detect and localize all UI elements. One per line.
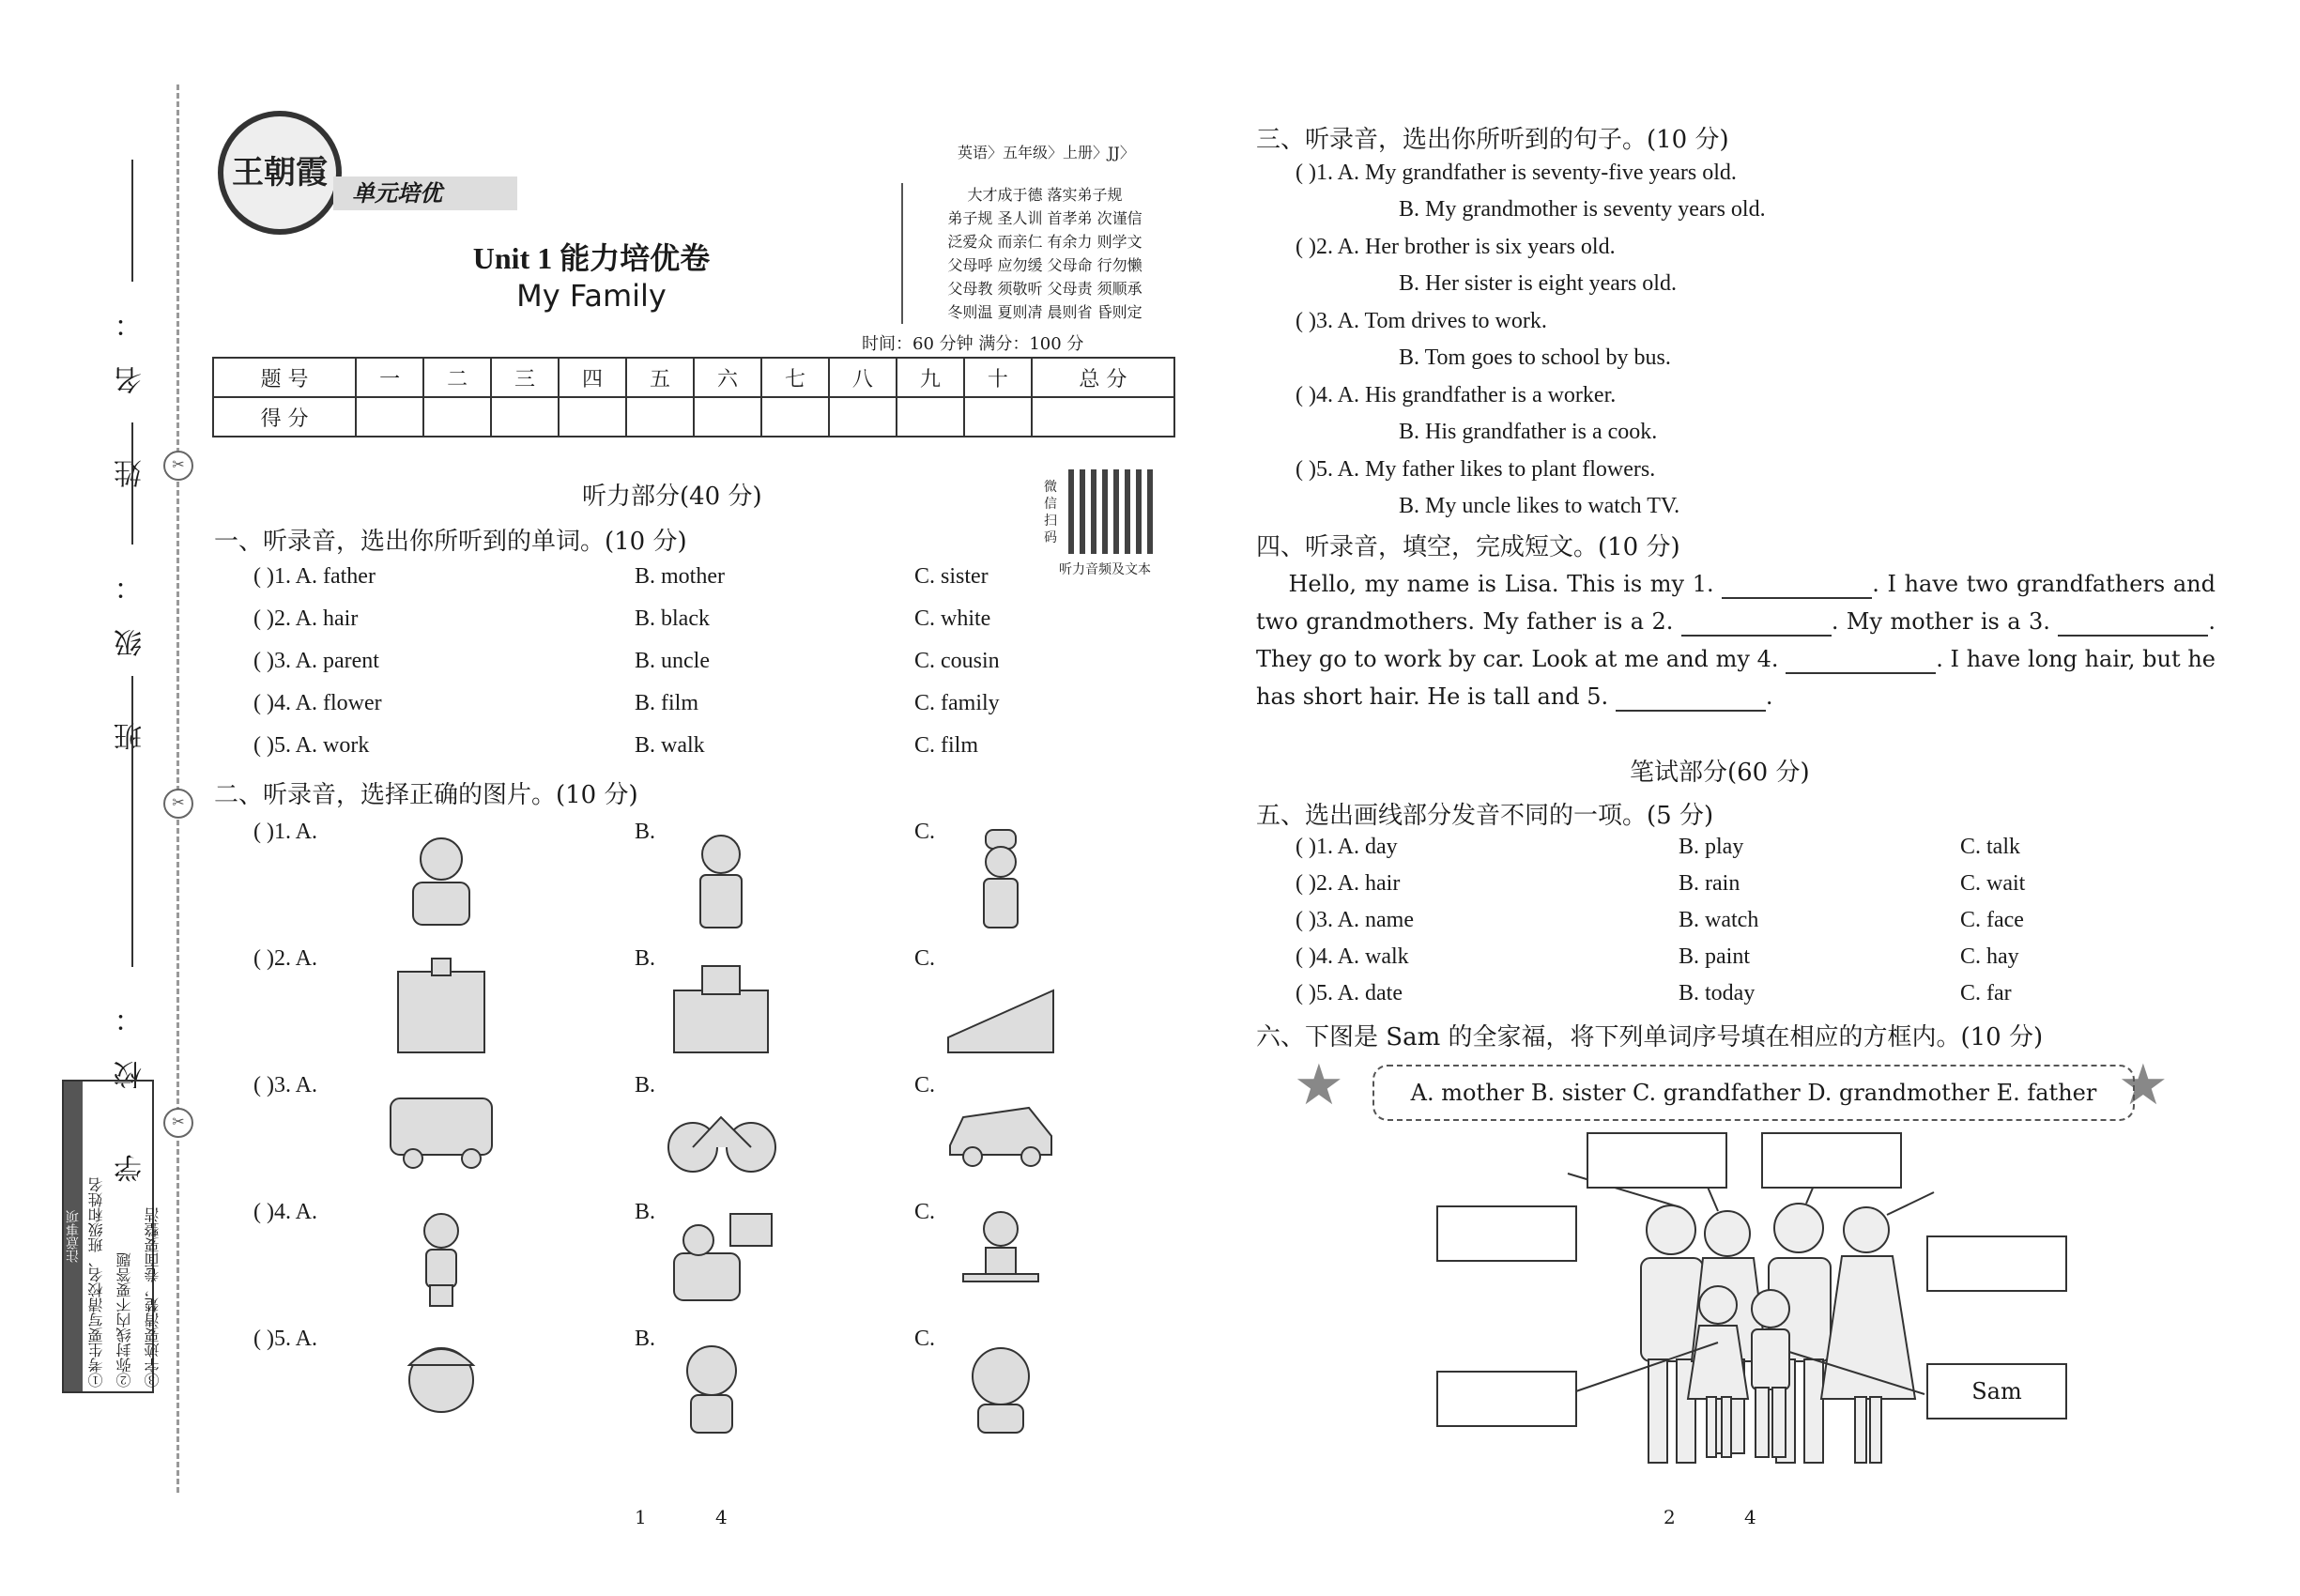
score-cell: 三 bbox=[491, 358, 559, 397]
sec2-option-c[interactable]: C. bbox=[914, 946, 936, 971]
logo-text: 王朝霞 bbox=[232, 154, 328, 192]
page-number: 1 bbox=[635, 1506, 647, 1528]
bike-picture bbox=[665, 1080, 777, 1183]
sec5-option-b[interactable]: B. play bbox=[1679, 835, 1744, 859]
class-line bbox=[131, 422, 133, 545]
notice-line: ②弥封线内不要答题 bbox=[115, 1252, 133, 1388]
school-line bbox=[131, 676, 133, 967]
sec1-option-b[interactable]: B. walk bbox=[635, 733, 705, 758]
answer-box[interactable] bbox=[1926, 1235, 2067, 1292]
cloze-text: . They go to work by car. Look at me and my 4. bbox=[1256, 608, 2216, 672]
notice-box bbox=[62, 1080, 161, 1393]
sec1-option-a[interactable]: ( )4. A. flower bbox=[253, 691, 382, 715]
cloze-paragraph bbox=[1256, 565, 2216, 715]
score-cell: 五 bbox=[626, 358, 694, 397]
poem-line: 父母教 须敬听 父母责 须顺承 bbox=[947, 280, 1142, 298]
page-number: 2 bbox=[1664, 1506, 1676, 1528]
sec1-option-a[interactable]: ( )2. A. hair bbox=[253, 606, 359, 631]
writing-title: 笔试部分(60 分) bbox=[1630, 759, 1810, 787]
score-input[interactable] bbox=[559, 397, 626, 437]
boy-waving-picture bbox=[665, 1333, 777, 1436]
school-picture bbox=[665, 953, 777, 1056]
sec2-heading: 二、听录音，选择正确的图片。(10 分) bbox=[214, 781, 638, 809]
sec1-option-c[interactable]: C. film bbox=[914, 733, 979, 758]
motto-poem bbox=[901, 183, 1181, 324]
score-input[interactable] bbox=[694, 397, 761, 437]
sec1-option-b[interactable]: B. film bbox=[635, 691, 699, 715]
score-input[interactable] bbox=[356, 397, 423, 437]
score-label: 得 分 bbox=[213, 397, 356, 437]
blank-3[interactable] bbox=[2058, 610, 2208, 637]
notice-line: ③字迹要清楚，卷面要整洁 bbox=[144, 1207, 161, 1388]
notice-line: ①考生要写清校名、班级和姓名 bbox=[87, 1177, 105, 1388]
score-input[interactable] bbox=[964, 397, 1032, 437]
cook-picture bbox=[944, 826, 1057, 929]
sec5-option-c[interactable]: C. hay bbox=[1960, 944, 2019, 969]
score-cell: 十 bbox=[964, 358, 1032, 397]
blank-5[interactable] bbox=[1616, 685, 1766, 712]
sec5-option-b[interactable]: B. watch bbox=[1679, 908, 1759, 932]
sec5-option-a[interactable]: ( )4. A. walk bbox=[1296, 944, 1409, 969]
unit-title: Unit 1 能力培优卷 bbox=[472, 241, 711, 275]
score-input[interactable] bbox=[423, 397, 491, 437]
cloze-text: . bbox=[1765, 683, 1773, 710]
sec5-option-c[interactable]: C. talk bbox=[1960, 835, 2020, 859]
sec5-option-c[interactable]: C. face bbox=[1960, 908, 2024, 932]
scissor-icon: ✂ bbox=[163, 451, 193, 481]
sec3-option-a[interactable]: ( )2. A. Her brother is six years old. bbox=[1296, 235, 1616, 259]
star-icon: ★ bbox=[2118, 1052, 2169, 1118]
listening-title: 听力部分(40 分) bbox=[582, 483, 762, 511]
boy-curly-picture bbox=[944, 1333, 1057, 1436]
sec2-option-b[interactable]: B. bbox=[635, 946, 656, 971]
qr-code-icon[interactable] bbox=[1068, 469, 1153, 554]
father-figure bbox=[1641, 1205, 1703, 1463]
boy-cap-picture bbox=[385, 1333, 498, 1436]
sec5-option-b[interactable]: B. paint bbox=[1679, 944, 1750, 969]
score-input[interactable] bbox=[897, 397, 964, 437]
scissor-icon: ✂ bbox=[163, 789, 193, 819]
cloze-text: . I have two grandfathers and two grandmothers. My father is a 2. bbox=[1256, 571, 2216, 635]
sec5-option-a[interactable]: ( )3. A. name bbox=[1296, 908, 1414, 932]
car-picture bbox=[944, 1080, 1057, 1183]
bus-picture bbox=[385, 1080, 498, 1183]
sec1-option-a[interactable]: ( )1. A. father bbox=[253, 564, 376, 589]
girl-at-desk-picture bbox=[944, 1206, 1057, 1310]
sec3-option-a[interactable]: ( )5. A. My father likes to plant flowers. bbox=[1296, 457, 1656, 482]
answer-box[interactable] bbox=[1436, 1371, 1577, 1427]
sec5-option-c[interactable]: C. wait bbox=[1960, 871, 2026, 896]
score-cell: 六 bbox=[694, 358, 761, 397]
score-input[interactable] bbox=[1032, 397, 1174, 437]
sec4-heading: 四、听录音，填空，完成短文。(10 分) bbox=[1256, 533, 1680, 561]
sec3-option-a[interactable]: ( )1. A. My grandfather is seventy-five years old. bbox=[1296, 161, 1737, 185]
sec5-heading: 五、选出画线部分发音不同的一项。(5 分) bbox=[1256, 802, 1714, 830]
sec6-heading: 六、下图是 Sam 的全家福，将下列单词序号填在相应的方框内。(10 分) bbox=[1256, 1023, 2044, 1051]
doctor-picture bbox=[665, 826, 777, 929]
sam-figure bbox=[1752, 1290, 1789, 1457]
score-cell: 七 bbox=[761, 358, 829, 397]
sec2-option-c[interactable]: C. bbox=[914, 1327, 936, 1351]
sec3-option-b[interactable]: B. Tom goes to school by bus. bbox=[1399, 345, 1671, 370]
score-cell: 九 bbox=[897, 358, 964, 397]
page-number: 4 bbox=[715, 1506, 728, 1528]
notice-title: 注意事项 bbox=[64, 1082, 83, 1391]
name-line bbox=[131, 160, 133, 282]
sec2-option-c[interactable]: C. bbox=[914, 820, 936, 844]
cloze-text: . I have long hair, but he has short hair. He is tall and 5. bbox=[1256, 646, 2216, 710]
sec1-option-c[interactable]: C. family bbox=[914, 691, 1000, 715]
poem-line: 冬则温 夏则凊 晨则省 昏则定 bbox=[947, 303, 1142, 321]
school-label: 学 校： bbox=[115, 976, 147, 1183]
sec5-option-c[interactable]: C. far bbox=[1960, 981, 2012, 1005]
sec5-option-a[interactable]: ( )1. A. day bbox=[1296, 835, 1398, 859]
score-cell: 八 bbox=[829, 358, 897, 397]
hospital-picture bbox=[385, 953, 498, 1056]
poem-line: 父母呼 应勿缓 父母命 行勿懒 bbox=[947, 256, 1142, 274]
score-table bbox=[212, 357, 1175, 437]
score-input[interactable] bbox=[491, 397, 559, 437]
sec5-option-a[interactable]: ( )2. A. hair bbox=[1296, 871, 1401, 896]
sec3-option-b[interactable]: B. Her sister is eight years old. bbox=[1399, 271, 1677, 296]
cloze-text: Hello, my name is Lisa. This is my 1. bbox=[1288, 571, 1714, 597]
score-input[interactable] bbox=[626, 397, 694, 437]
name-label: 姓 名： bbox=[115, 282, 147, 488]
sec3-option-b[interactable]: B. My grandmother is seventy years old. bbox=[1399, 197, 1766, 222]
man-watching-tv-picture bbox=[665, 1206, 777, 1310]
qr-label: 微信扫码 bbox=[1044, 480, 1057, 545]
sec1-option-a[interactable]: ( )3. A. parent bbox=[253, 649, 379, 673]
sec3-option-a[interactable]: ( )3. A. Tom drives to work. bbox=[1296, 309, 1547, 333]
sec2-option-a[interactable]: ( )4. A. bbox=[253, 1200, 317, 1224]
unit-subtitle: My Family bbox=[516, 278, 667, 314]
sec1-option-a[interactable]: ( )5. A. work bbox=[253, 733, 370, 758]
sec1-option-c[interactable]: C. white bbox=[914, 606, 991, 631]
answer-box[interactable] bbox=[1436, 1205, 1577, 1262]
sec2-option-c[interactable]: C. bbox=[914, 1073, 936, 1097]
worker-picture bbox=[385, 826, 498, 929]
sec2-option-a[interactable]: ( )3. A. bbox=[253, 1073, 317, 1097]
score-input[interactable] bbox=[829, 397, 897, 437]
sec2-option-b[interactable]: B. bbox=[635, 820, 656, 844]
answer-box[interactable] bbox=[1587, 1132, 1727, 1189]
qr-caption: 听力音频及文本 bbox=[1059, 562, 1151, 577]
sec5-option-b[interactable]: B. today bbox=[1679, 981, 1756, 1005]
sec2-option-a[interactable]: ( )5. A. bbox=[253, 1327, 317, 1351]
sec1-option-b[interactable]: B. uncle bbox=[635, 649, 710, 673]
sec1-option-b[interactable]: B. black bbox=[635, 606, 710, 631]
poem-line: 弟子规 圣人训 首孝弟 次谨信 bbox=[947, 209, 1142, 227]
score-cell: 题 号 bbox=[213, 358, 356, 397]
sec3-heading: 三、听录音，选出你所听到的句子。(10 分) bbox=[1256, 126, 1729, 154]
sam-label-box: Sam bbox=[1926, 1363, 2067, 1420]
sec5-option-a[interactable]: ( )5. A. date bbox=[1296, 981, 1403, 1005]
sec2-option-b[interactable]: B. bbox=[635, 1073, 656, 1097]
answer-box[interactable] bbox=[1761, 1132, 1902, 1189]
time-info: 时间：60 分钟 满分：100 分 bbox=[862, 334, 1084, 354]
blank-4[interactable] bbox=[1786, 648, 1936, 674]
sec3-option-b[interactable]: B. His grandfather is a cook. bbox=[1399, 420, 1658, 444]
sec1-option-c[interactable]: C. cousin bbox=[914, 649, 1000, 673]
sec1-option-c[interactable]: C. sister bbox=[914, 564, 989, 589]
star-icon: ★ bbox=[1294, 1052, 1344, 1118]
sec2-option-b[interactable]: B. bbox=[635, 1327, 656, 1351]
poem-line: 大才成于德 落实弟子规 bbox=[967, 186, 1123, 204]
sec1-heading: 一、听录音，选出你所听到的单词。(10 分) bbox=[214, 528, 687, 556]
brand-logo bbox=[218, 111, 342, 235]
cloze-text: . My mother is a 3. bbox=[1831, 608, 2050, 635]
section-band: 单元培优 bbox=[333, 176, 517, 210]
score-cell: 一 bbox=[356, 358, 423, 397]
sec3-option-a[interactable]: ( )4. A. His grandfather is a worker. bbox=[1296, 383, 1617, 407]
breadcrumb: 英语〉五年级〉上册〉JJ〉 bbox=[958, 144, 1135, 161]
poem-line: 泛爱众 而亲仁 有余力 则学文 bbox=[947, 233, 1142, 251]
sec3-option-b[interactable]: B. My uncle likes to watch TV. bbox=[1399, 494, 1680, 518]
score-cell: 四 bbox=[559, 358, 626, 397]
page-number: 4 bbox=[1744, 1506, 1756, 1528]
score-header-row bbox=[213, 358, 1174, 397]
scissor-icon: ✂ bbox=[163, 1108, 193, 1138]
score-input[interactable] bbox=[761, 397, 829, 437]
score-value-row bbox=[213, 397, 1174, 437]
blank-2[interactable] bbox=[1681, 610, 1832, 637]
sec5-option-b[interactable]: B. rain bbox=[1679, 871, 1740, 896]
grandmother-figure bbox=[1821, 1207, 1915, 1463]
word-options: A. mother B. sister C. grandfather D. grandmother E. father bbox=[1372, 1065, 2135, 1121]
sec2-option-c[interactable]: C. bbox=[914, 1200, 936, 1224]
sec2-option-a[interactable]: ( )1. A. bbox=[253, 820, 317, 844]
class-label: 班 级： bbox=[115, 545, 147, 751]
blank-1[interactable] bbox=[1722, 573, 1872, 599]
farm-picture bbox=[944, 953, 1057, 1056]
score-cell: 二 bbox=[423, 358, 491, 397]
girl-with-flower-picture bbox=[385, 1206, 498, 1310]
sec2-option-a[interactable]: ( )2. A. bbox=[253, 946, 317, 971]
sec1-option-b[interactable]: B. mother bbox=[635, 564, 725, 589]
score-cell: 总 分 bbox=[1032, 358, 1174, 397]
sec2-option-b[interactable]: B. bbox=[635, 1200, 656, 1224]
